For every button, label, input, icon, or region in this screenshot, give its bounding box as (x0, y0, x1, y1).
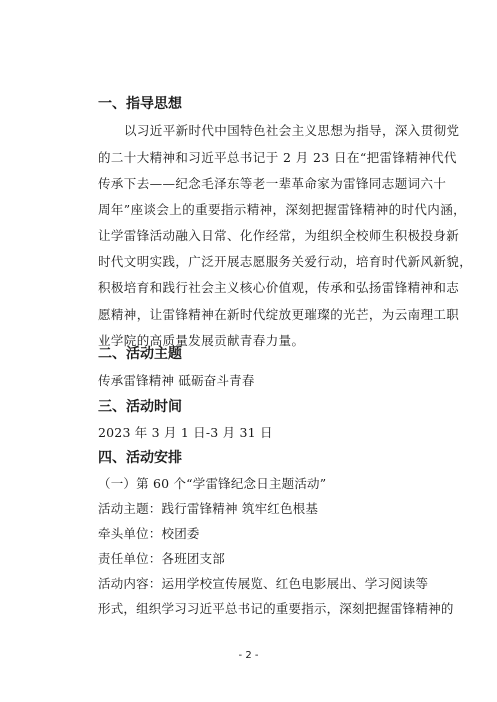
activity-time-text: 2023 年 3 月 1 日-3 月 31 日 (98, 425, 273, 440)
paragraph-line: 时代文明实践，广泛开展志愿服务关爱行动，培育时代新风新貌， (98, 254, 473, 269)
paragraph-line: 传承下去——纪念毛泽东等老一辈革命家为雷锋同志题词六十 (98, 176, 447, 191)
section-heading-guiding-ideology: 一、指导思想 (98, 96, 182, 112)
sub-heading-activity-one: （一）第 60 个“学雷锋纪念日主题活动” (98, 476, 327, 491)
activity-content-line: 形式，组织学习习近平总书记的重要指示，深刻把握雷锋精神的 (98, 601, 454, 616)
paragraph-line: 愿精神，让雷锋精神在新时代绽放更璀璨的光芒，为云南理工职 (98, 307, 460, 322)
paragraph-line: 周年”座谈会上的重要指示精神，深刻把握雷锋精神的时代内涵， (98, 202, 466, 217)
paragraph-line: 的二十大精神和习近平总书记于 2 月 23 日在“把雷锋精神代代 (98, 150, 457, 165)
activity-theme-text: 传承雷锋精神 砥砺奋斗青春 (98, 373, 255, 388)
activity-theme-line: 活动主题：践行雷锋精神 筑牢红色根基 (98, 501, 319, 516)
paragraph-line: 以习近平新时代中国特色社会主义思想为指导，深入贯彻党 (124, 123, 460, 138)
lead-unit-line: 牵头单位：校团委 (98, 526, 200, 541)
responsible-unit-line: 责任单位：各班团支部 (98, 551, 226, 566)
page-number: - 2 - (238, 650, 259, 661)
paragraph-line: 积极培育和践行社会主义核心价值观，传承和弘扬雷锋精神和志 (98, 280, 460, 295)
paragraph-line: 业学院的高质量发展贡献青春力量。 (98, 333, 305, 348)
section-heading-activity-theme: 二、活动主题 (98, 346, 182, 362)
activity-content-line: 活动内容：运用学校宣传展览、红色电影展出、学习阅读等 (98, 576, 429, 591)
paragraph-line: 让学雷锋活动融入日常、化作经常，为组织全校师生积极投身新 (98, 228, 460, 243)
section-heading-activity-arrangement: 四、活动安排 (98, 450, 182, 466)
section-heading-activity-time: 三、活动时间 (98, 399, 182, 415)
